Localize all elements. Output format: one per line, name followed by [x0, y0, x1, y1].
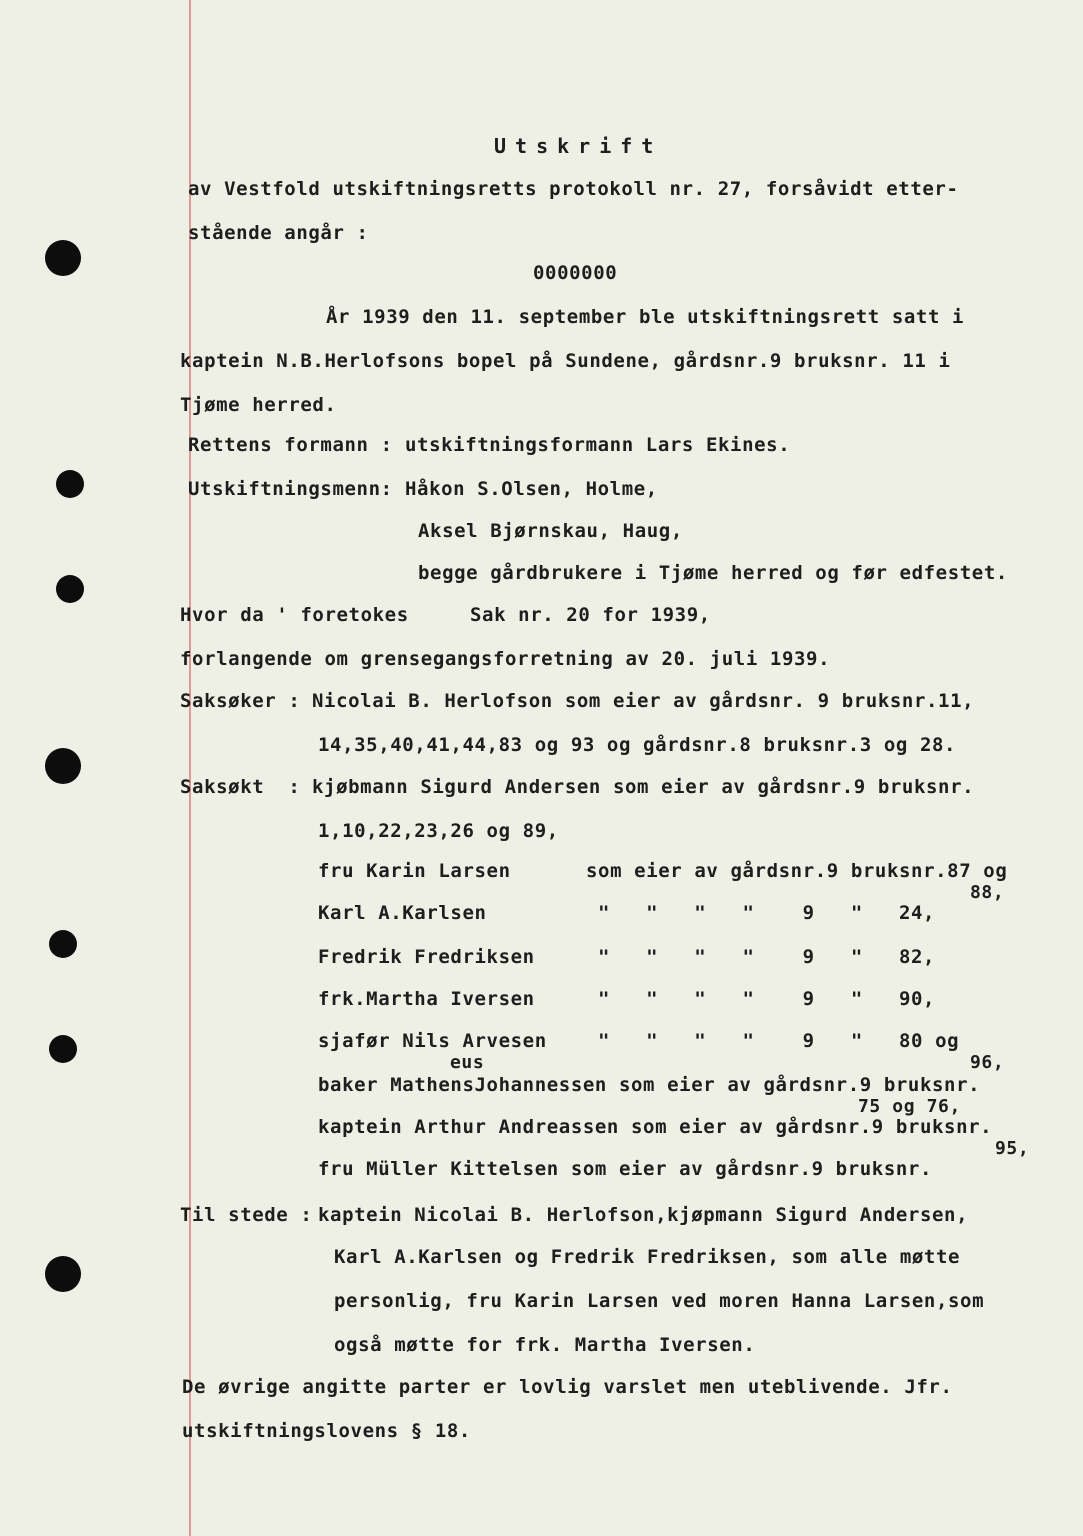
- party-name: Fredrik Fredriksen: [318, 946, 535, 968]
- party-name: Karl A.Karlsen: [318, 902, 487, 924]
- party-name: sjafør Nils Arvesen: [318, 1030, 547, 1052]
- saksokt-line: 1,10,22,23,26 og 89,: [318, 820, 559, 842]
- separator: 0000000: [533, 262, 618, 284]
- saksokt-label: Saksøkt :: [180, 776, 301, 798]
- sak-line: Hvor da ' foretokes: [180, 604, 409, 626]
- stede-line: personlig, fru Karin Larsen ved moren Hanna Larsen,som: [334, 1290, 985, 1312]
- party-name: fru Karin Larsen: [318, 860, 511, 882]
- closing-line: De øvrige angitte parter er lovlig varslet men uteblivende. Jfr.: [182, 1376, 953, 1398]
- formann-label: Rettens formann :: [188, 434, 393, 456]
- closing-line: utskiftningslovens § 18.: [182, 1420, 471, 1442]
- party-text: " " " " 9 " 82,: [598, 946, 936, 968]
- intro-line: av Vestfold utskiftningsretts protokoll nr. 27, forsåvidt etter-: [188, 178, 959, 200]
- sak-line: Sak nr. 20 for 1939,: [470, 604, 711, 626]
- formann-value: utskiftningsformann Lars Ekines.: [405, 434, 791, 456]
- document-title: Utskrift: [494, 134, 663, 158]
- intro-line: stående angår :: [188, 222, 369, 244]
- saksoker-line: Nicolai B. Herlofson som eier av gårdsnr. 9 bruksnr.11,: [312, 690, 975, 712]
- saksoker-line: 14,35,40,41,44,83 og 93 og gårdsnr.8 bruksnr.3 og 28.: [318, 734, 957, 756]
- menn-line: Aksel Bjørnskau, Haug,: [418, 520, 683, 542]
- punch-hole: [45, 748, 81, 784]
- party-name: frk.Martha Iversen: [318, 988, 535, 1010]
- insertion-text: eus: [450, 1052, 485, 1073]
- menn-label: Utskiftningsmenn:: [188, 478, 393, 500]
- party-text: " " " " 9 " 24,: [598, 902, 936, 924]
- baker-line: 75 og 76,: [858, 1096, 961, 1117]
- punch-hole: [45, 240, 81, 276]
- kaptein-line: 95,: [995, 1138, 1030, 1159]
- punch-hole: [56, 470, 84, 498]
- fru-muller-line: fru Müller Kittelsen som eier av gårdsnr.9 bruksnr.: [318, 1158, 932, 1180]
- menn-line: Håkon S.Olsen, Holme,: [405, 478, 658, 500]
- punch-hole: [56, 575, 84, 603]
- punch-hole: [49, 930, 77, 958]
- party-text: " " " " 9 " 80 og: [598, 1030, 960, 1052]
- stede-label: Til stede :: [180, 1204, 313, 1226]
- stede-line: også møtte for frk. Martha Iversen.: [334, 1334, 756, 1356]
- kaptein-line: kaptein Arthur Andreassen som eier av gårdsnr.9 bruksnr.: [318, 1116, 993, 1138]
- party-extra: 88,: [970, 882, 1005, 903]
- forlangende-line: forlangende om grensegangsforretning av 20. juli 1939.: [180, 648, 831, 670]
- baker-line: baker MathensJohannessen som eier av gårdsnr.9 bruksnr.: [318, 1074, 981, 1096]
- paragraph-line: Tjøme herred.: [180, 394, 337, 416]
- saksoker-label: Saksøker :: [180, 690, 301, 712]
- party-text: som eier av gårdsnr.9 bruksnr.87 og: [586, 860, 1008, 882]
- stede-line: Karl A.Karlsen og Fredrik Fredriksen, som alle møtte: [334, 1246, 961, 1268]
- saksokt-line: kjøbmann Sigurd Andersen som eier av gårdsnr.9 bruksnr.: [312, 776, 975, 798]
- punch-hole: [45, 1256, 81, 1292]
- party-text: " " " " 9 " 90,: [598, 988, 936, 1010]
- stede-line: kaptein Nicolai B. Herlofson,kjøpmann Sigurd Andersen,: [318, 1204, 969, 1226]
- paragraph-line: År 1939 den 11. september ble utskiftningsrett satt i: [326, 306, 965, 328]
- punch-hole: [49, 1035, 77, 1063]
- menn-line: begge gårdbrukere i Tjøme herred og før edfestet.: [418, 562, 1008, 584]
- party-extra: 96,: [970, 1052, 1005, 1073]
- paragraph-line: kaptein N.B.Herlofsons bopel på Sundene, gårdsnr.9 bruksnr. 11 i: [180, 350, 951, 372]
